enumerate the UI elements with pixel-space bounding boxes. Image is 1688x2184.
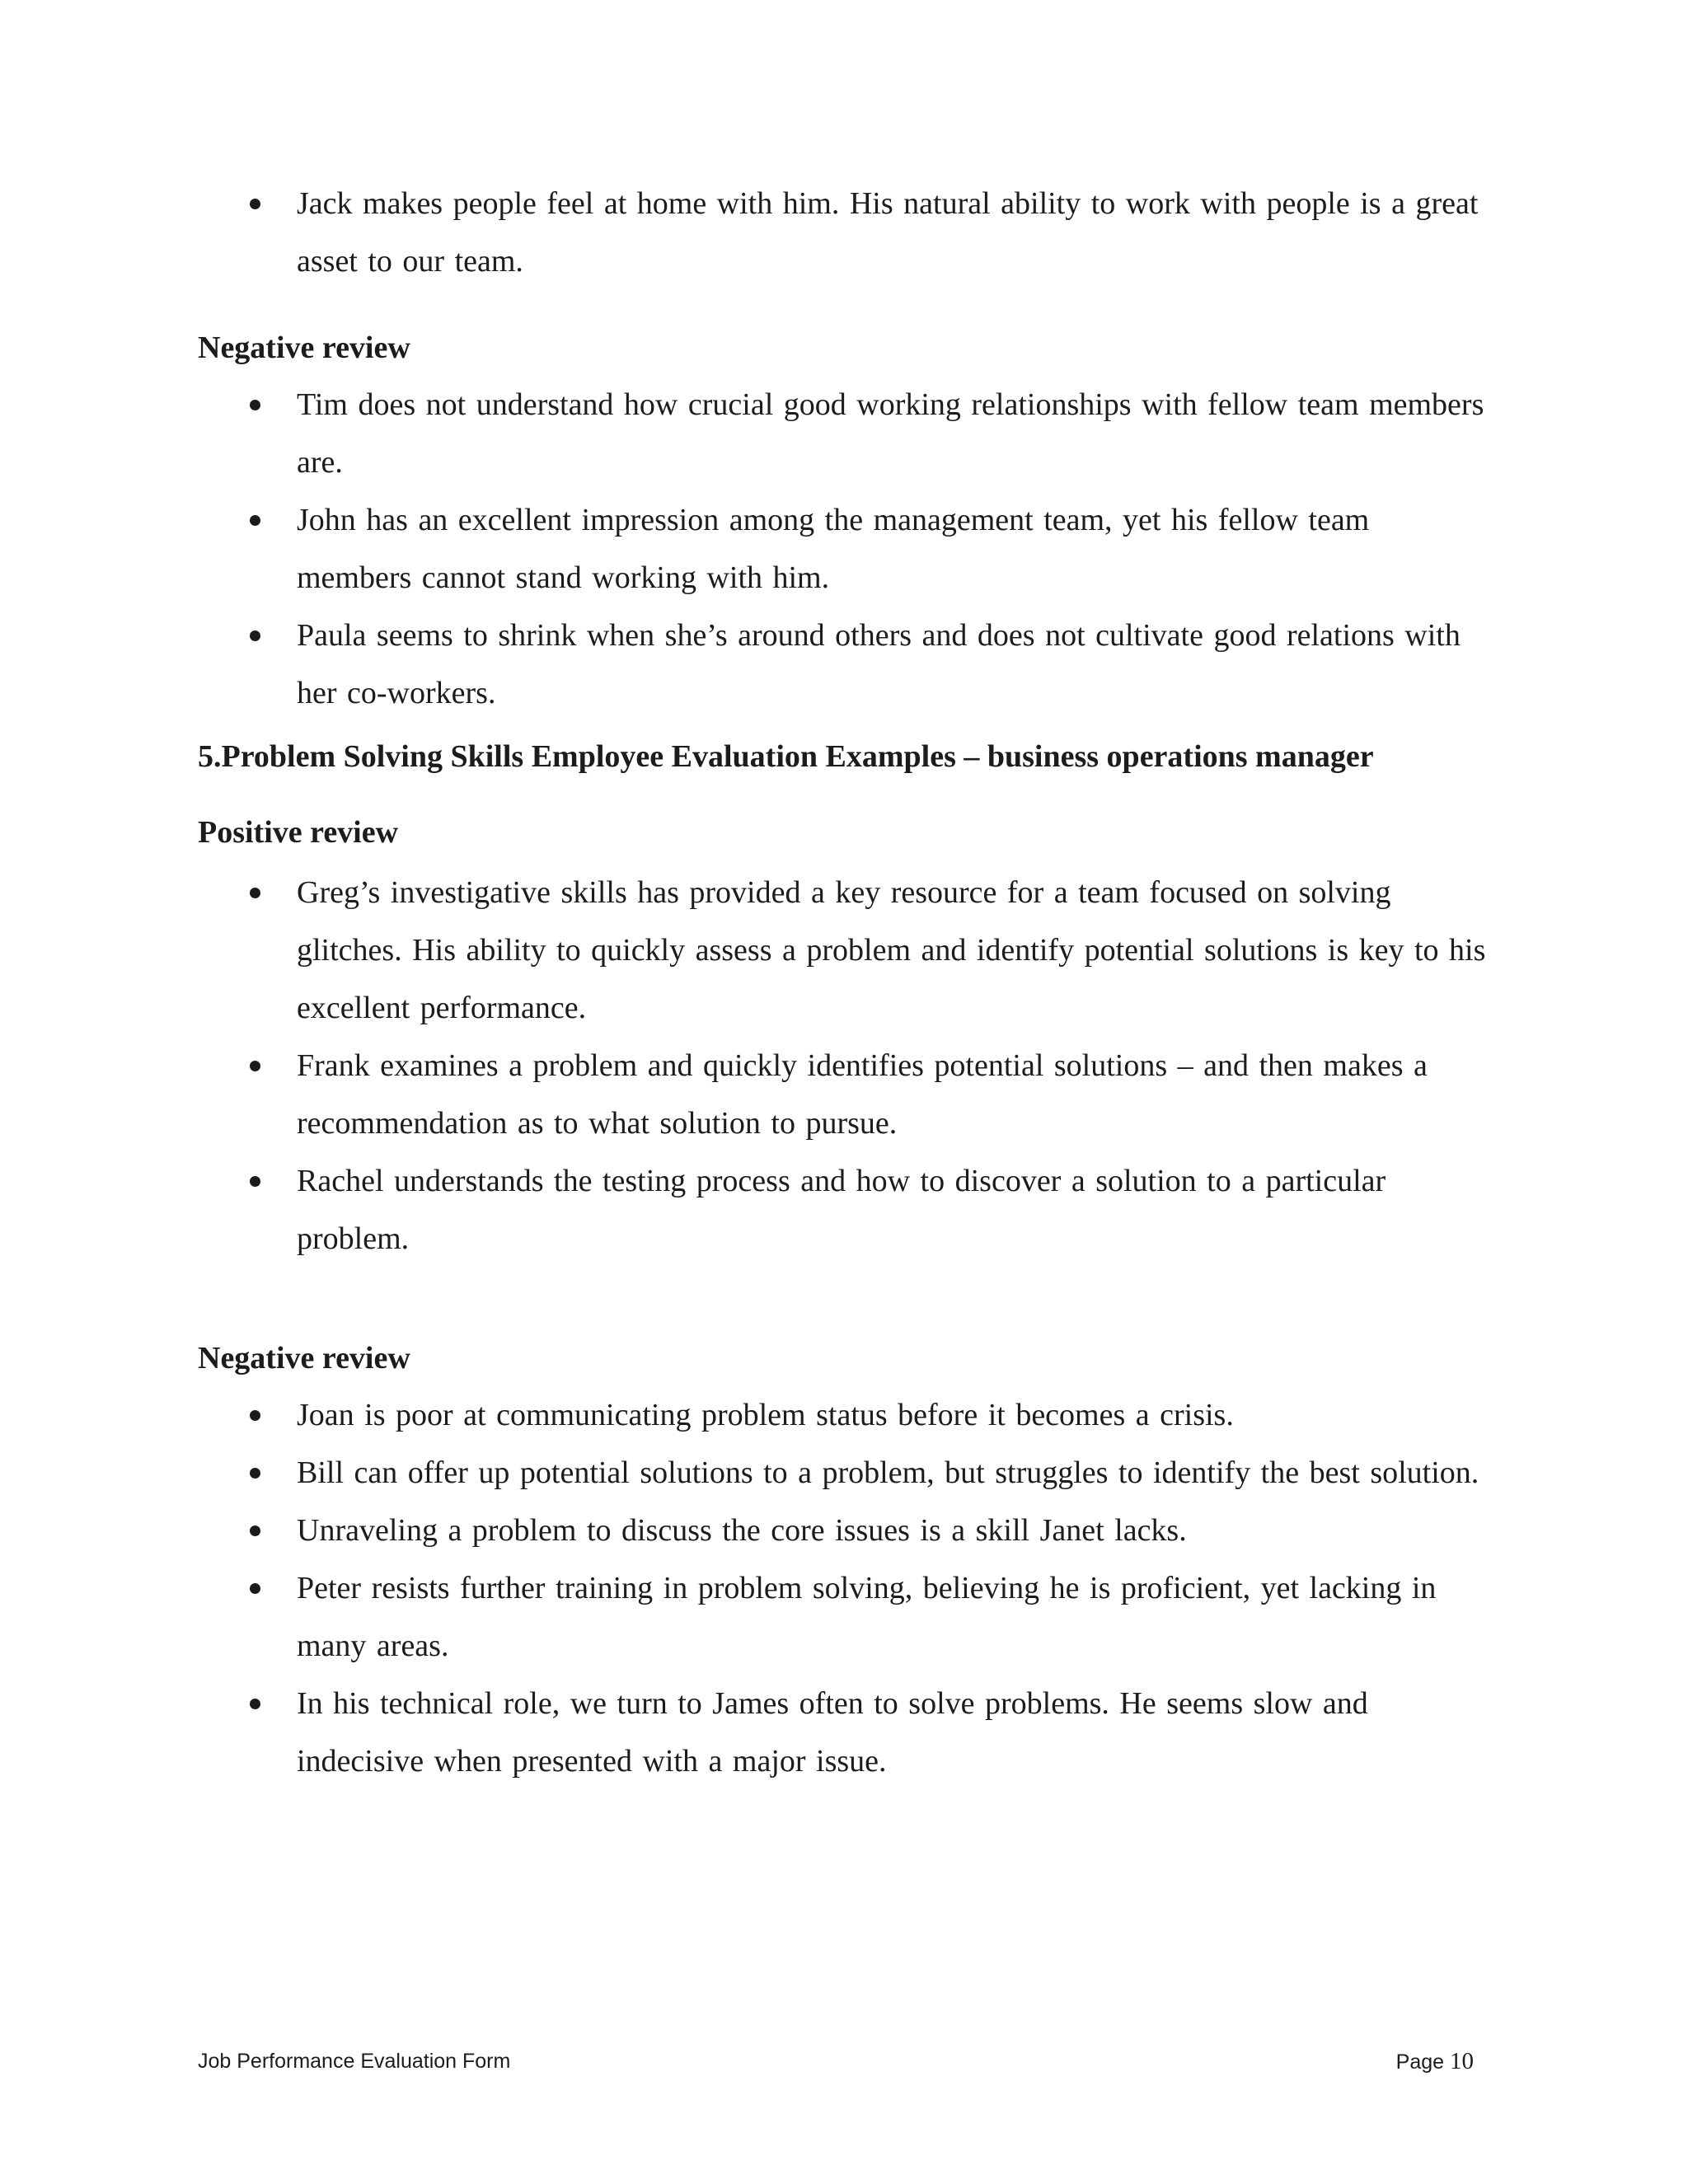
bullet-icon [250,1176,260,1187]
list-item [198,1502,1492,1559]
bullet-icon [250,199,260,209]
list-item [198,1444,1492,1502]
bullet-icon [250,400,260,410]
page-number [1396,2049,1474,2074]
bullet-icon [250,1410,260,1421]
list-item [198,864,1492,1037]
bullet-list [198,175,1492,290]
list-item-text: Bill can offer up potential solutions to a problem, but struggles to identify the best solution. [297,1455,1479,1490]
list-item [198,1037,1492,1152]
bullet-list [198,864,1492,1268]
bullet-icon [250,1468,260,1479]
list-item-text: Rachel understands the testing process and how to discover a solution to a particular problem. [297,1164,1386,1256]
section-heading: Positive review [198,815,399,850]
list-item-text: Tim does not understand how crucial good working relationships with fellow team members are. [297,387,1484,480]
list-item [198,1386,1492,1444]
list-item [198,1559,1492,1675]
section-heading: 5.Problem Solving Skills Employee Evaluation Examples – business operations manager [198,739,1374,774]
list-item-text: Jack makes people feel at home with him. His natural ability to work with people is a great asset to our team. [297,186,1479,279]
section-heading: Negative review [198,1341,410,1376]
bullet-icon [250,1526,260,1536]
list-item [198,1152,1492,1268]
list-item [198,491,1492,607]
page-label: Page [1395,2050,1445,2074]
list-item [198,1675,1492,1790]
list-item [198,607,1492,722]
bullet-icon [250,630,260,641]
list-item [198,175,1492,290]
footer-title: Job Performance Evaluation Form [198,2050,511,2073]
bullet-icon [250,888,260,898]
list-item-text: Joan is poor at communicating problem status before it becomes a crisis. [297,1398,1234,1432]
list-item [198,376,1492,491]
list-item-text: In his technical role, we turn to James often to solve problems. He seems slow and indecisive when presented with a major issue. [297,1686,1368,1779]
page-number-value: 10 [1450,2048,1474,2074]
list-item-text: Greg’s investigative skills has provided a key resource for a team focused on solving glitches. His ability to quickly assess a problem and identify potential solutions is key to his excellent performance. [297,875,1486,1025]
bullet-icon [250,515,260,526]
page-content [198,175,1492,1790]
bullet-icon [250,1699,260,1709]
list-item-text: Frank examines a problem and quickly identifies potential solutions – and then makes a recommendation as to what solution to pursue. [297,1048,1428,1141]
bullet-list [198,1386,1492,1790]
list-item-text: Paula seems to shrink when she’s around others and does not cultivate good relations with her co-workers. [297,618,1461,710]
list-item-text: Peter resists further training in problem solving, believing he is proficient, yet lacking in many areas. [297,1571,1437,1663]
list-item-text: Unraveling a problem to discuss the core issues is a skill Janet lacks. [297,1513,1187,1548]
bullet-icon [250,1061,260,1071]
bullet-icon [250,1583,260,1594]
bullet-list [198,376,1492,722]
list-item-text: John has an excellent impression among the management team, yet his fellow team members cannot stand working with him. [297,503,1370,595]
section-heading: Negative review [198,330,410,365]
